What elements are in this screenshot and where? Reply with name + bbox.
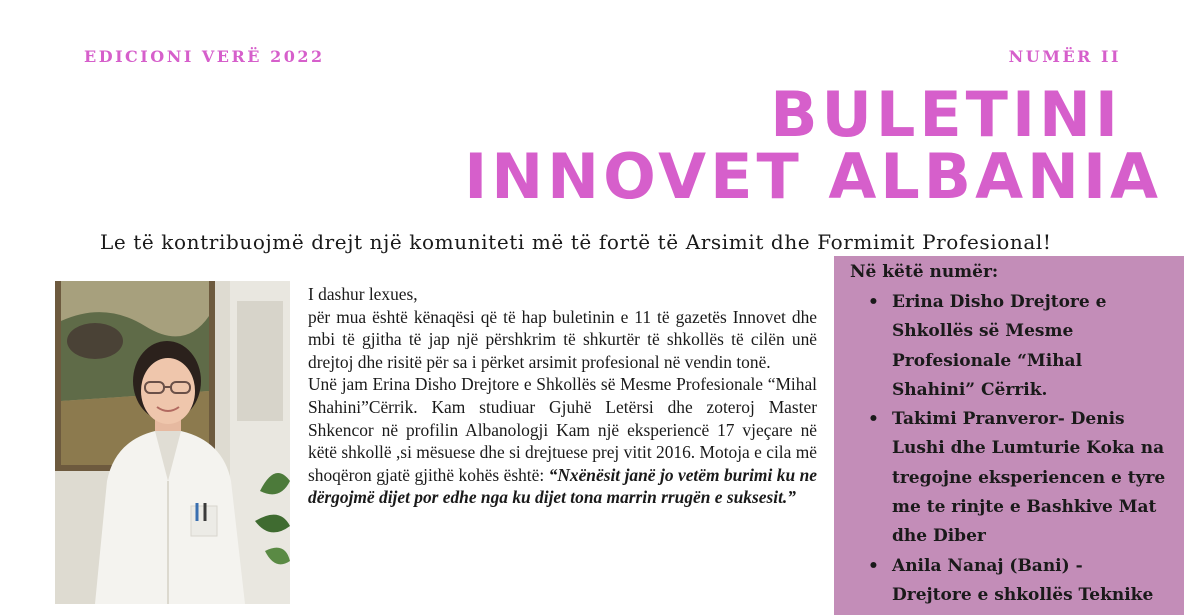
contents-item-3: • Anila Nanaj (Bani) - Drejtore e shkollës Teknike [868,552,1168,611]
letter-paragraph-1: për mua është kënaqësi që të hap buletinin e 11 të gazetës Innovet dhe mbi të gjitha të jap një përshkrim të shkurtër të shkollës të cilën unë drejtoj dhe risitë për sa i përket arsimit profesional në vendin tonë. [308,306,817,372]
letter-paragraph-2 [308,373,817,509]
sidebar-heading: Në këtë numër: [850,262,999,282]
letter-motto-quote: “Nxënësit janë jo vetëm burimi ku ne dërgojmë dijet por edhe nga ku dijet tona marrin rrugën e suksesit.” [308,464,817,508]
in-this-issue-sidebar [834,256,1184,615]
contents-item-2: • Takimi Pranveror- Denis Lushi dhe Lumturie Koka na tregojne eksperiencen e tyre me te rinjte e Bashkive Mat dhe Diber [868,405,1168,551]
contents-item-1: • Erina Disho Drejtore e Shkollës së Mesme Profesionale “Mihal Shahini” Cërrik. [868,288,1168,405]
newsletter-title [464,78,1162,213]
tagline: Le të kontribuojmë drejt një komuniteti më të fortë të Arsimit dhe Formimit Profesional! [100,230,1052,254]
director-photo [55,281,290,604]
letter-paragraph-2-text: Unë jam Erina Disho Drejtore e Shkollës së Mesme Profesionale “Mihal Shahini”Cërrik. Kam studiuar Gjuhë Letërsi dhe zoteroj Master Shkencor në profilin Albanologji Kam një eksperiencë 17 vjeçare në këtë shkollë ,si mësuese dhe si drejtuese prej vitit 2016. Motoja e cila më shoqëron gjatë gjithë kohës është: [308,374,817,485]
issue-number: NUMËR II [1008,47,1121,66]
letter-greeting: I dashur lexues, [308,284,418,304]
edition-label: EDICIONI VERË 2022 [84,47,325,66]
title-line-1: BULETINI [770,78,1122,151]
director-letter [308,283,817,509]
title-line-2: INNOVET ALBANIA [464,140,1162,213]
issue-contents-list [868,288,1168,610]
director-portrait-image [55,281,290,604]
